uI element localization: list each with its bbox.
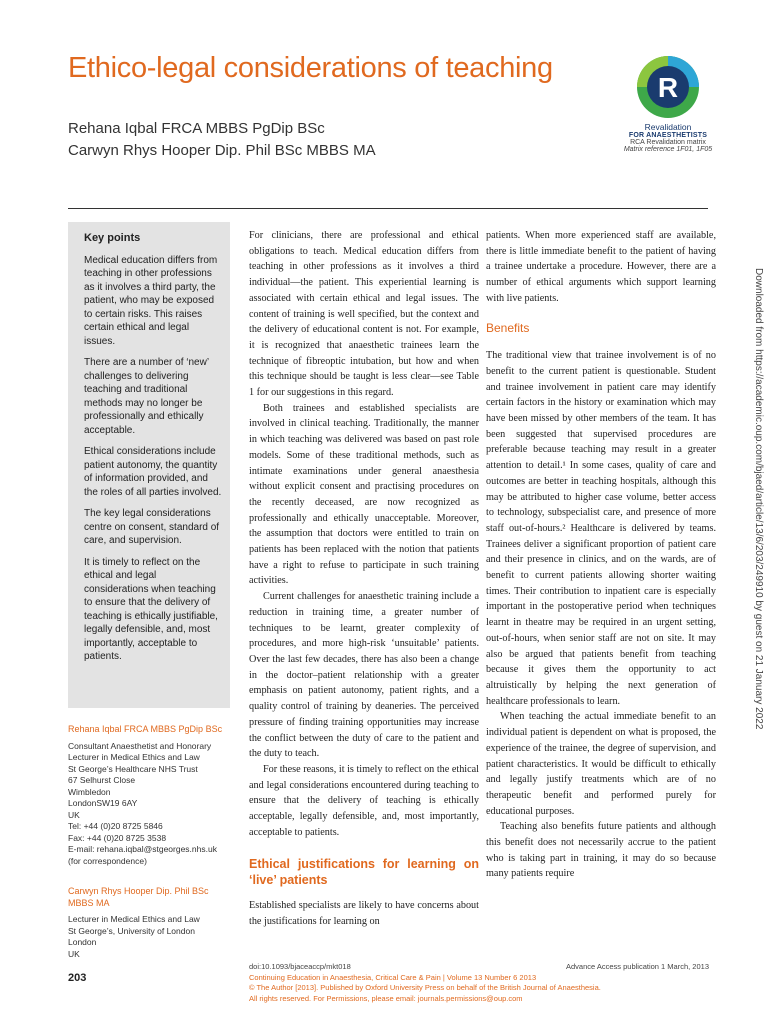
affiliation-line: Tel: +44 (0)20 8725 5846 <box>68 821 163 831</box>
rights-line: All rights reserved. For Permissions, please email: journals.permissions@oup.com <box>249 993 523 1003</box>
body-paragraph: patients. When more experienced staff are available, there is little immediate benefit to the patient of having a trainee undertake a procedure. However, there are a number of ethical arguments which support learning with live patients. <box>486 230 716 304</box>
affiliation-line: Lecturer in Medical Ethics and Law <box>68 752 200 762</box>
affiliation-name: Carwyn Rhys Hooper Dip. Phil BSc MBBS MA <box>68 886 209 908</box>
key-point: Medical education differs from teaching in other professions as it involves a third party, the patient, who may be exposed to certain risks. This raises certain ethical and legal issues. <box>84 254 218 347</box>
body-paragraph: The traditional view that trainee involvement is of no benefit to the current patient is questionable. Student and trainee involvement in patient care may identify certain factors in the history or examination which may have been missed by other members of the team. It has been suggested that supervised procedures are preferable because teaching may result in a greater attention to detail.¹ In some cases, quality of care and outcomes are better in teaching hospitals, although this may be attributed to higher case volume, better access to technology, subspecialist care, and presence of more staff out-of-hours.² Healthcare is delivered by teams. Trainees deliver a significant proportion of patient care and their presence in clinics, and on the wards, are of benefit to current patients allowing shorter waiting times. Their contribution to inpatient care is especially important in the postoperative period when techniques learnt in theatre may be required in an urgent setting, out-of-hours, when senior staff are not on site. It may also be argued that patients benefit from teaching because it gives them the opportunity to act altruistically by helping the next generation of healthcare professionals to learn. <box>486 350 716 707</box>
affiliation-line: St George’s Healthcare NHS Trust <box>68 763 198 774</box>
logo-subtitle: FOR ANAESTHETISTS <box>628 132 708 139</box>
author-1: Rehana Iqbal FRCA MBBS PgDip BSc <box>68 120 325 137</box>
author-2: Carwyn Rhys Hooper Dip. Phil BSc MBBS MA <box>68 142 376 159</box>
body-paragraph: Current challenges for anaesthetic training include a reduction in training time, a greater number of techniques to be learnt, greater complexity of procedures, and more high-risk ‘unsuitable’ patients. Over the last few decades, there has also been a change in the doctor–patient relationship with a greater emphasis on patient autonomy, patient rights, and a quality control of training by deaneries. The perceived pressure of finding training opportunities may increase the conflict between the duty of care to the patient and the duty to teach. <box>249 591 479 760</box>
affiliation-line: London <box>68 937 97 947</box>
logo-matrix-reference: Matrix reference 1F01, 1F05 <box>623 146 713 153</box>
affiliation-line: (for correspondence) <box>68 855 147 866</box>
affiliation-line: UK <box>68 948 80 959</box>
affiliation-name: Rehana Iqbal FRCA MBBS PgDip BSc <box>68 724 223 734</box>
affiliation-line: UK <box>68 809 80 820</box>
affiliation-line: Consultant Anaesthetist and Honorary <box>68 740 212 751</box>
affiliation-author-1 <box>68 724 233 867</box>
affiliation-author-2 <box>68 886 233 960</box>
key-point: The key legal considerations centre on consent, standard of care, and supervision. <box>84 508 220 546</box>
article-title: Ethico-legal considerations of teaching <box>68 52 553 84</box>
body-paragraph: For these reasons, it is timely to reflect on the ethical and legal considerations encountered during teaching to ensure that the delivery of teaching is ethically acceptable, legally defensible, and, most importantly, acceptable to patients. <box>249 763 479 838</box>
page-footer <box>249 962 709 1004</box>
download-watermark <box>752 268 766 788</box>
logo-matrix: RCA Revalidation matrix <box>630 139 706 146</box>
doi-link[interactable]: doi:10.1093/bjaceaccp/mkt018 <box>249 962 351 971</box>
page-number: 203 <box>68 972 87 984</box>
revalidation-emblem-icon <box>635 54 701 120</box>
key-point: It is timely to reflect on the ethical and legal considerations when teaching to ensure that the delivery of teaching is ethically justifiable, legally defensible, and, most importantly, acceptable to patients. <box>84 556 218 662</box>
author-list <box>68 118 376 162</box>
affiliation-line: Fax: +44 (0)20 8725 3538 <box>68 832 167 843</box>
section-heading-benefits: Benefits <box>486 320 530 335</box>
affiliation-line: 67 Selhurst Close <box>68 775 136 785</box>
body-paragraph: Both trainees and established specialists are involved in clinical teaching. Traditionally, the manner in which teaching was delivered was based on past role models. Some of these traditional methods, such as intimate examinations under general anaesthesia without explicit consent and practising procedures on the recently deceased, are now recognized as professionally and ethically unacceptable. Moreover, the assumption that doctors were entitled to train on patients has been replaced with the notion that patients have a right to refuse to participate in such training activities. <box>249 402 479 587</box>
affiliation-line: LondonSW19 6AY <box>68 798 138 808</box>
affiliation-line: St George’s, University of London <box>68 925 195 936</box>
body-paragraph: Teaching also benefits future patients and although this benefit does not necessarily accrue to the patient who is taking part in training, it may do so because many patients require <box>486 821 716 880</box>
logo-letter: R <box>657 72 679 103</box>
body-paragraph: For clinicians, there are professional and ethical obligations to teach. Medical education differs from teaching in other professions as it involves a third individual—the patient. This experiential learning is associated with certain ethical and legal issues. The content of training is well specified, but the context and the delivery of educational content is not. For example, it is recognized that anaesthetic trainees learn the technique of fibreoptic intubation, but how and when this technique should be taught is less clear—see Table 1 for our suggestions in this regard. <box>249 230 479 399</box>
journal-citation: Continuing Education in Anaesthesia, Critical Care & Pain | Volume 13 Number 6 2013 <box>249 972 537 982</box>
key-points-box <box>68 222 230 708</box>
key-point: There are a number of ‘new’ challenges to delivering teaching and traditional methods may no longer be professionally and ethically acceptable. <box>84 357 209 436</box>
header-divider <box>68 208 708 209</box>
key-points-heading: Key points <box>84 232 141 244</box>
affiliation-email[interactable]: E-mail: rehana.iqbal@stgeorges.nhs.uk <box>68 844 217 854</box>
affiliation-line: Lecturer in Medical Ethics and Law <box>68 914 200 924</box>
revalidation-logo <box>618 54 718 153</box>
advance-access-note: Advance Access publication 1 March, 2013 <box>565 962 709 971</box>
body-paragraph: When teaching the actual immediate benefit to an individual patient is dependent on what is proposed, the experience of the trainee, the degree of supervision, and patient characteristics. It would be difficult to ethically and legally justify treatments which are of no therapeutic benefit and performed purely for educational purposes. <box>486 711 716 817</box>
download-watermark-text: Downloaded from https://academic.oup.com/bjaed/article/13/6/203/249910 by guest on 21 January 2022 <box>753 268 764 730</box>
affiliation-line: Wimbledon <box>68 786 111 797</box>
key-point: Ethical considerations include patient autonomy, the quantity of information provided, and the roles of all parties involved. <box>84 446 222 498</box>
logo-name: Revalidation <box>644 122 692 132</box>
section-heading-ethical-justifications: Ethical justifications for learning on ‘live’ patients <box>249 857 479 888</box>
copyright-line: © The Author [2013]. Published by Oxford University Press on behalf of the British Journal of Anaesthesia. <box>249 983 601 993</box>
body-column-1 <box>249 228 479 930</box>
body-paragraph: Established specialists are likely to have concerns about the justifications for learning on <box>249 900 479 928</box>
body-column-2 <box>486 228 716 882</box>
